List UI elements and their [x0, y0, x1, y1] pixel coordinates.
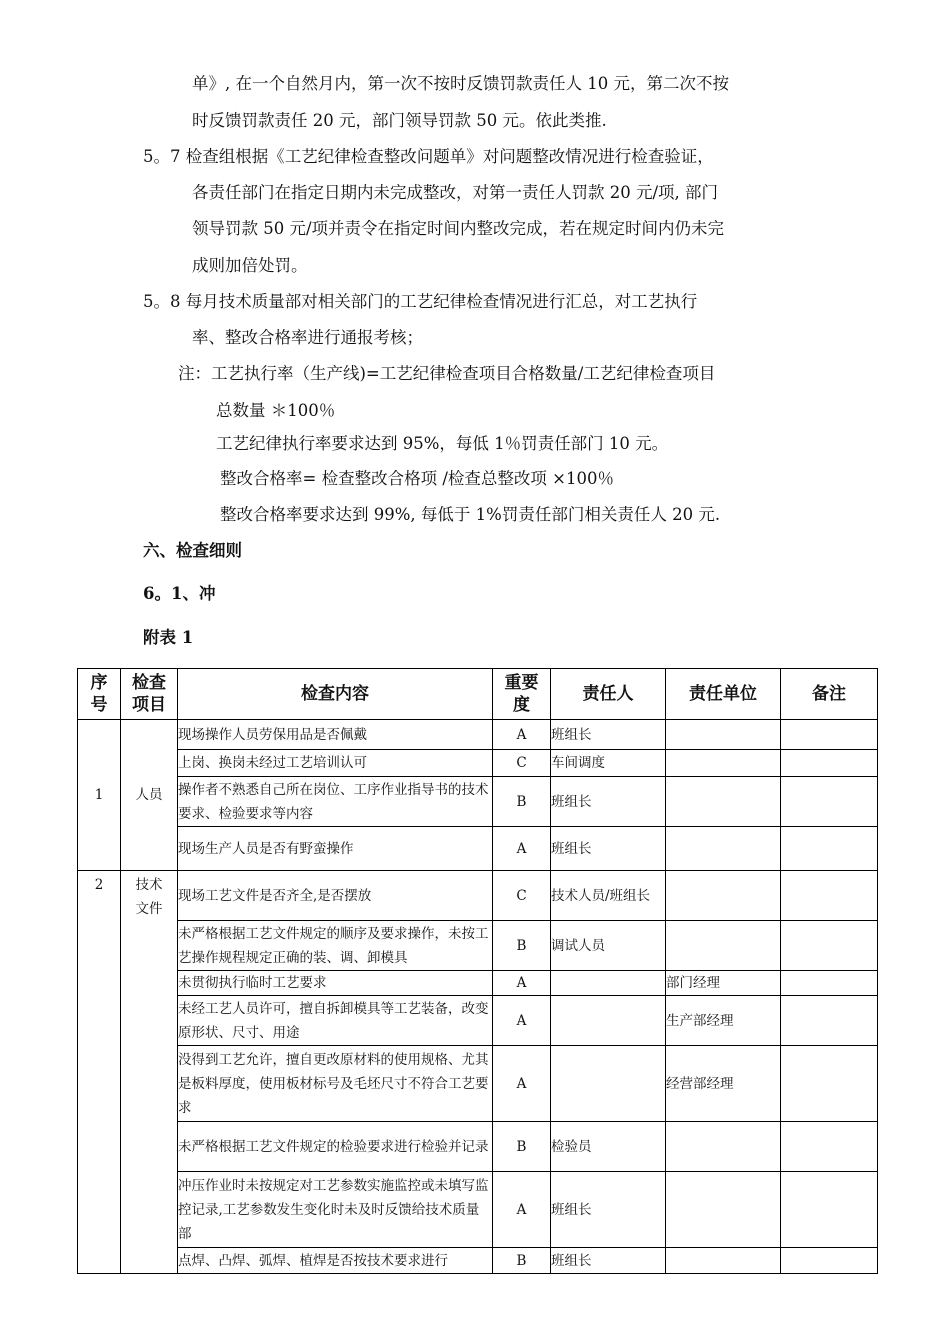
person-cell: 车间调度: [551, 750, 666, 777]
note-line: 整改合格率要求达到 99%, 每低于 1%罚责任部门相关责任人 20 元.: [220, 505, 721, 524]
person-cell: [551, 971, 666, 996]
unit-cell: [666, 871, 781, 921]
importance-cell: A: [493, 1172, 551, 1248]
unit-cell: 经营部经理: [666, 1046, 781, 1122]
remark-cell: [781, 720, 878, 750]
note-line: 总数量 ＊100％: [216, 401, 336, 420]
table-header-row: [78, 669, 878, 720]
remark-cell: [781, 971, 878, 996]
remark-cell: [781, 1122, 878, 1172]
person-cell: 班组长: [551, 827, 666, 871]
unit-cell: [666, 750, 781, 777]
header-remark: 备注: [781, 669, 878, 720]
table-row: [78, 750, 878, 777]
person-cell: 班组长: [551, 720, 666, 750]
table-row: [78, 1172, 878, 1248]
content-cell: 上岗、换岗未经过工艺培训认可: [178, 750, 493, 777]
paragraph-line: 领导罚款 50 元/项并责令在指定时间内整改完成，若在规定时间内仍未完: [192, 219, 725, 238]
paragraph-line: 率、整改合格率进行通报考核；: [192, 328, 423, 347]
unit-cell: [666, 827, 781, 871]
paragraph-line: 时反馈罚款责任 20 元，部门领导罚款 50 元。依此类推.: [192, 111, 607, 130]
unit-cell: [666, 777, 781, 827]
note-formula: 整改合格率= 检查整改合格项 /检查总整改项 ×100％: [220, 469, 614, 488]
remark-cell: [781, 777, 878, 827]
importance-cell: A: [493, 996, 551, 1046]
importance-cell: C: [493, 750, 551, 777]
appendix-title: 附表 1: [143, 628, 194, 647]
category-cell: 技术文件: [121, 871, 178, 1274]
person-cell: 班组长: [551, 1172, 666, 1248]
remark-cell: [781, 1248, 878, 1274]
person-cell: 技术人员/班组长: [551, 871, 666, 921]
content-cell: 未严格根据工艺文件规定的顺序及要求操作，未按工艺操作规程规定正确的装、调、卸模具: [178, 921, 493, 971]
importance-cell: A: [493, 971, 551, 996]
table-row: [78, 827, 878, 871]
content-cell: 现场操作人员劳保用品是否佩戴: [178, 720, 493, 750]
table-row: [78, 996, 878, 1046]
person-cell: 班组长: [551, 777, 666, 827]
clause-5-7: 5。7 检查组根据《工艺纪律检查整改问题单》对问题整改情况进行检查验证，: [143, 147, 714, 166]
table-row: [78, 1122, 878, 1172]
content-cell: 现场生产人员是否有野蛮操作: [178, 827, 493, 871]
remark-cell: [781, 827, 878, 871]
seq-cell: 2: [78, 871, 121, 1274]
importance-cell: B: [493, 777, 551, 827]
unit-cell: 部门经理: [666, 971, 781, 996]
category-cell: 人员: [121, 720, 178, 871]
person-cell: 调试人员: [551, 921, 666, 971]
unit-cell: [666, 720, 781, 750]
seq-cell: 1: [78, 720, 121, 871]
unit-cell: [666, 1172, 781, 1248]
table-row: [78, 777, 878, 827]
section-heading: 六、检查细则: [143, 541, 242, 560]
remark-cell: [781, 1172, 878, 1248]
paragraph-line: 成则加倍处罚。: [192, 256, 308, 275]
unit-cell: [666, 1122, 781, 1172]
table-row: [78, 720, 878, 750]
remark-cell: [781, 871, 878, 921]
note-formula: 注：工艺执行率（生产线)=工艺纪律检查项目合格数量/工艺纪律检查项目: [178, 364, 716, 383]
content-cell: 未贯彻执行临时工艺要求: [178, 971, 493, 996]
importance-cell: B: [493, 921, 551, 971]
importance-cell: A: [493, 720, 551, 750]
content-cell: 现场工艺文件是否齐全,是否摆放: [178, 871, 493, 921]
header-item: 检查 项目: [121, 669, 178, 720]
unit-cell: [666, 1248, 781, 1274]
table-row: [78, 871, 878, 921]
header-content: 检查内容: [178, 669, 493, 720]
content-cell: 没得到工艺允许，擅自更改原材料的使用规格、尤其是板料厚度，使用板材标号及毛坯尺寸不符合工艺要求: [178, 1046, 493, 1122]
person-cell: 检验员: [551, 1122, 666, 1172]
remark-cell: [781, 750, 878, 777]
header-unit: 责任单位: [666, 669, 781, 720]
paragraph-line: 单》, 在一个自然月内，第一次不按时反馈罚款责任人 10 元，第二次不按: [192, 74, 729, 93]
header-seq: 序 号: [78, 669, 121, 720]
remark-cell: [781, 921, 878, 971]
clause-5-8: 5。8 每月技术质量部对相关部门的工艺纪律检查情况进行汇总，对工艺执行: [143, 292, 698, 311]
paragraph-line: 各责任部门在指定日期内未完成整改，对第一责任人罚款 20 元/项, 部门: [192, 183, 719, 202]
header-importance: 重要 度: [493, 669, 551, 720]
person-cell: [551, 996, 666, 1046]
importance-cell: A: [493, 1046, 551, 1122]
table-row: [78, 1046, 878, 1122]
unit-cell: 生产部经理: [666, 996, 781, 1046]
importance-cell: B: [493, 1122, 551, 1172]
content-cell: 未经工艺人员许可，擅自拆卸模具等工艺装备，改变原形状、尺寸、用途: [178, 996, 493, 1046]
content-cell: 操作者不熟悉自己所在岗位、工序作业指导书的技术要求、检验要求等内容: [178, 777, 493, 827]
unit-cell: [666, 921, 781, 971]
importance-cell: B: [493, 1248, 551, 1274]
content-cell: 未严格根据工艺文件规定的检验要求进行检验并记录: [178, 1122, 493, 1172]
subsection-heading: 6。1、冲: [143, 584, 216, 603]
importance-cell: C: [493, 871, 551, 921]
content-cell: 点焊、凸焊、弧焊、植焊是否按技术要求进行: [178, 1248, 493, 1274]
remark-cell: [781, 996, 878, 1046]
header-person: 责任人: [551, 669, 666, 720]
remark-cell: [781, 1046, 878, 1122]
importance-cell: A: [493, 827, 551, 871]
table-row: [78, 1248, 878, 1274]
table-row: [78, 921, 878, 971]
person-cell: 班组长: [551, 1248, 666, 1274]
note-line: 工艺纪律执行率要求达到 95%，每低 1％罚责任部门 10 元。: [216, 434, 669, 453]
content-cell: 冲压作业时未按规定对工艺参数实施监控或未填写监控记录,工艺参数发生变化时未及时反馈给技术质量部: [178, 1172, 493, 1248]
table-row: [78, 971, 878, 996]
person-cell: [551, 1046, 666, 1122]
inspection-table: [77, 668, 878, 1274]
